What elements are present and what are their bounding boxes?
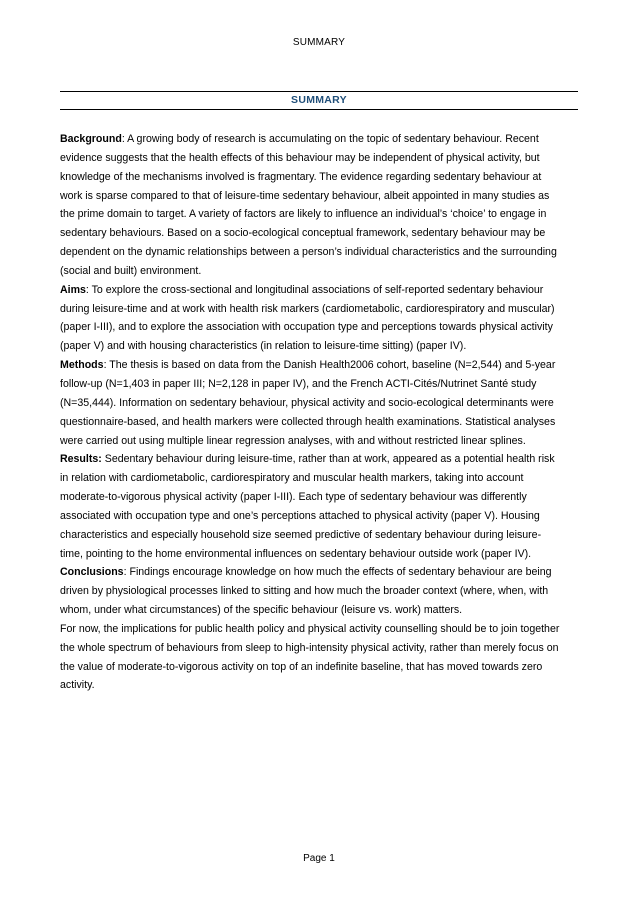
paragraph-conclusions	[60, 563, 560, 620]
paragraph-background	[60, 130, 560, 281]
paragraph-separator: :	[123, 566, 130, 579]
paragraph-lead: Aims	[60, 283, 86, 296]
paragraph-implications	[60, 620, 560, 695]
paragraph-lead: Results:	[60, 453, 102, 466]
paragraph-text: Findings encourage knowledge on how much the effects of sedentary behaviour are being driven by physiological processes linked to sitting and how much the broader context (where, when, with whom, under what circumstances) of the specific behaviour (leisure vs. work) matters.	[60, 566, 552, 617]
section-title: SUMMARY	[291, 94, 347, 106]
running-header: SUMMARY	[292, 37, 346, 48]
paragraph-aims	[60, 281, 560, 356]
summary-body	[60, 130, 560, 695]
paragraph-separator: :	[121, 133, 128, 145]
paragraph-methods	[60, 356, 560, 450]
paragraph-text: For now, the implications for public health policy and physical activity counselling should be to join together the whole spectrum of behaviours from sleep to high-intensity physical activity, rather than merely focus on the value of moderate-to-vigorous activity on top of an indefinite baseline, that has moved towards zero activity.	[60, 622, 560, 692]
page-number: Page 1	[303, 853, 335, 864]
paragraph-separator: :	[103, 359, 110, 372]
paragraph-text: Sedentary behaviour during leisure-time, rather than at work, appeared as a potential health risk in relation with cardiometabolic, cardiorespiratory and muscular health markers, taking into account moderate-to-vigorous physical activity (paper I-III). Each type of sedentary behaviour was differently associated with occupation type and one’s perceptions attached to physical activity (paper V). Housing characteristics and especially household size seemed predictive of sedentary behaviour during leisure-time, pointing to the home environmental influences on sedentary behaviour outside work (paper IV).	[60, 453, 555, 560]
paragraph-results	[60, 450, 560, 563]
paragraph-text: To explore the cross-sectional and longitudinal associations of self-reported sedentary behaviour during leisure-time and at work with health risk markers (cardiometabolic, cardiorespiratory and muscular) (paper I-III), and to explore the association with occupation type and perceptions towards physical activity (paper V) and with housing characteristics (in relation to leisure-time sitting) (paper IV).	[60, 283, 555, 353]
paragraph-text: A growing body of research is accumulating on the topic of sedentary behaviour. Recent evidence suggests that the health effects of this behaviour may be independent of physical activity, but knowledge of the mechanisms involved is fragmentary. The evidence regarding sedentary behaviour at work is sparse compared to that of leisure-time sedentary behaviour, albeit appointed in many studies as the prime domain to target. A variety of factors are likely to influence an individual’s ‘choice’ to engage in sedentary behaviours. Based on a socio-ecological conceptual framework, sedentary behaviour may be dependent on the dynamic relationships between a person’s individual characteristics and the surrounding (social and built) environment.	[60, 133, 557, 277]
paragraph-lead: Conclusions	[60, 566, 124, 579]
section-title-band	[60, 91, 578, 110]
paragraph-separator: :	[85, 283, 92, 296]
paragraph-text: The thesis is based on data from the Danish Health2006 cohort, baseline (N=2,544) and 5-year follow-up (N=1,403 in paper III; N=2,128 in paper IV), and the French ACTI-Cités/Nutrinet Santé study (N=35,444). Information on sedentary behaviour, physical activity and socio-ecological determinants were questionnaire-based, and health markers were collected through health examinations. Statistical analyses were carried out using multiple linear regression analyses, with and without restricted linear splines.	[60, 359, 556, 447]
paragraph-lead: Methods	[60, 359, 104, 372]
paragraph-lead: Background	[60, 133, 122, 145]
